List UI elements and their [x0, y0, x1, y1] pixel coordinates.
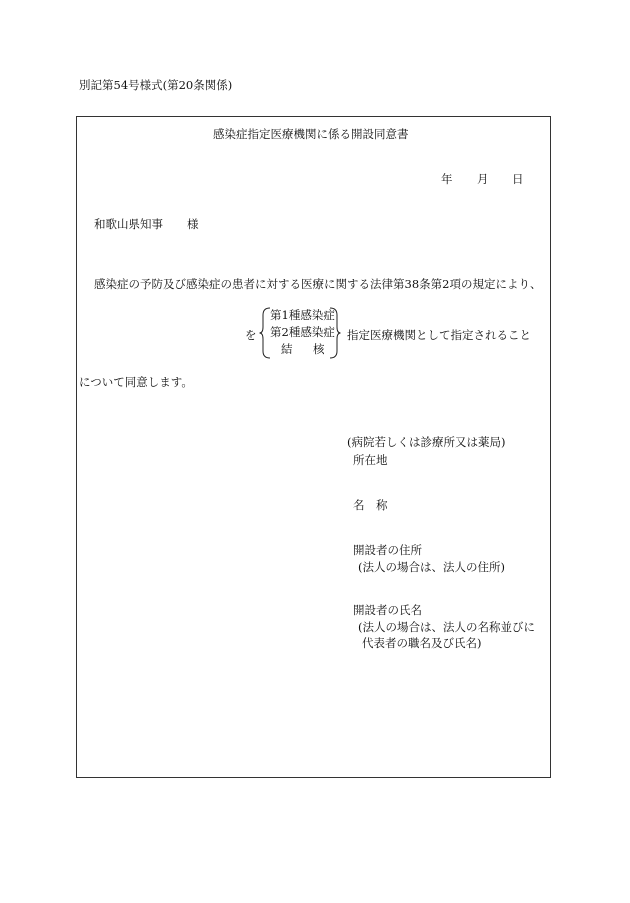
owner-name-note-1: (法人の場合は、法人の名称並びに: [358, 620, 535, 634]
particle-wo: を: [245, 328, 257, 342]
form-title: 感染症指定医療機関に係る開設同意書: [213, 127, 409, 141]
owner-address-note: (法人の場合は、法人の住所): [358, 560, 505, 574]
addressee-name: 和歌山県知事: [94, 217, 163, 231]
owner-address-label: 開設者の住所: [353, 543, 422, 557]
name-label-2: 称: [376, 498, 388, 512]
form-number-label: 別記第54号様式(第20条関係): [79, 78, 233, 92]
addressee-honorific: 様: [187, 217, 199, 231]
body-line-3: について同意します。: [79, 375, 193, 389]
owner-name-note-2: 代表者の職名及び氏名): [362, 636, 482, 650]
option-tuberculosis-1: 結: [281, 342, 293, 356]
date-month-label: 月: [477, 172, 489, 186]
owner-name-label: 開設者の氏名: [353, 603, 422, 617]
date-day-label: 日: [512, 172, 524, 186]
option-type-1: 第1種感染症: [270, 308, 335, 322]
date-year-label: 年: [441, 172, 453, 186]
right-brace-icon: [329, 307, 341, 359]
location-label: 所在地: [353, 453, 388, 467]
body-line-1: 感染症の予防及び感染症の患者に対する医療に関する法律第38条第2項の規定により、: [94, 277, 542, 291]
option-tuberculosis-2: 核: [313, 342, 325, 356]
option-type-2: 第2種感染症: [270, 325, 335, 339]
facility-type-label: (病院若しくは診療所又は薬局): [347, 435, 506, 449]
designation-text: 指定医療機関として指定されること: [347, 328, 531, 342]
name-label-1: 名: [353, 498, 365, 512]
